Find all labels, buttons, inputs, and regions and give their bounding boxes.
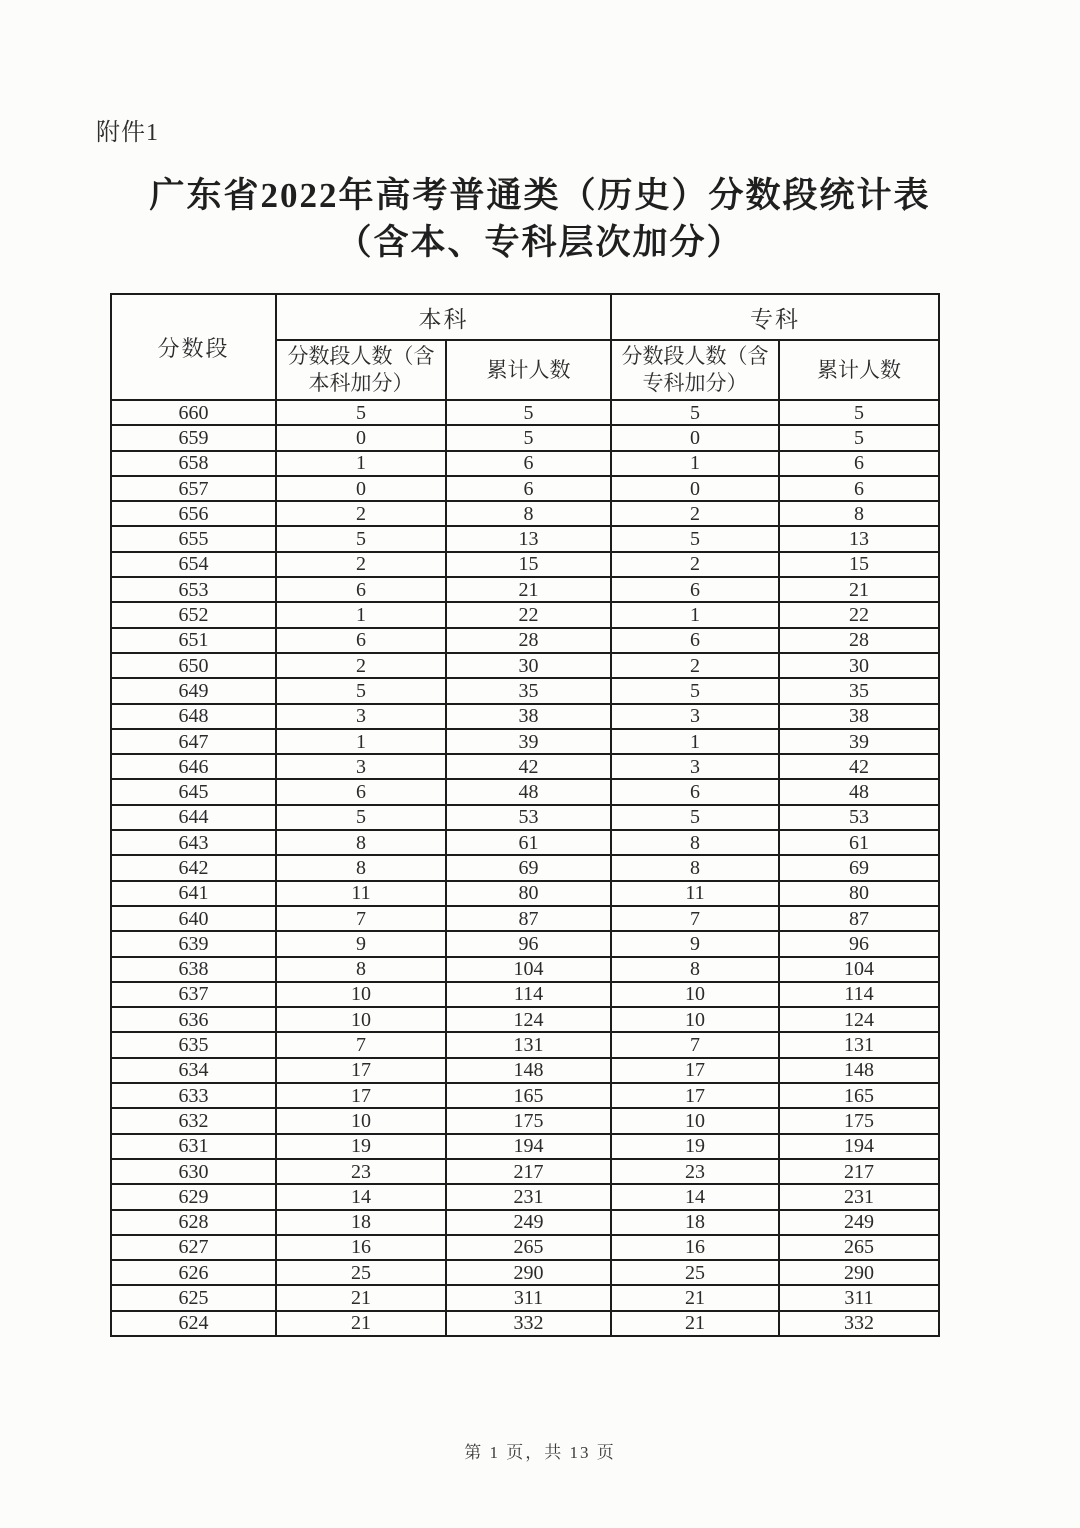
table-row <box>111 425 939 450</box>
zhuanke-cumulative-cell: 35 <box>779 678 939 703</box>
header-benke-count: 分数段人数（含本科加分） <box>276 340 446 400</box>
zhuanke-count-cell: 10 <box>611 1007 779 1032</box>
zhuanke-count-cell: 5 <box>611 805 779 830</box>
benke-count-cell: 16 <box>276 1235 446 1260</box>
benke-count-cell: 5 <box>276 526 446 551</box>
benke-cumulative-cell: 217 <box>446 1159 611 1184</box>
benke-cumulative-cell: 53 <box>446 805 611 830</box>
benke-count-cell: 5 <box>276 400 446 425</box>
page-title-line1: 广东省2022年高考普通类（历史）分数段统计表 <box>149 176 931 215</box>
zhuanke-cumulative-cell: 290 <box>779 1260 939 1285</box>
table-row <box>111 1235 939 1260</box>
score-cell: 642 <box>111 855 276 880</box>
zhuanke-count-cell: 6 <box>611 628 779 653</box>
benke-cumulative-cell: 87 <box>446 906 611 931</box>
benke-cumulative-cell: 61 <box>446 830 611 855</box>
benke-cumulative-cell: 311 <box>446 1285 611 1310</box>
zhuanke-count-cell: 21 <box>611 1285 779 1310</box>
benke-count-cell: 3 <box>276 704 446 729</box>
score-cell: 640 <box>111 906 276 931</box>
score-statistics-table <box>110 293 940 1337</box>
benke-count-cell: 0 <box>276 476 446 501</box>
zhuanke-count-cell: 11 <box>611 881 779 906</box>
zhuanke-cumulative-cell: 42 <box>779 754 939 779</box>
benke-cumulative-cell: 42 <box>446 754 611 779</box>
zhuanke-cumulative-cell: 28 <box>779 628 939 653</box>
table-row <box>111 1311 939 1336</box>
benke-cumulative-cell: 175 <box>446 1108 611 1133</box>
table-row <box>111 855 939 880</box>
score-cell: 652 <box>111 602 276 627</box>
score-cell: 658 <box>111 451 276 476</box>
zhuanke-count-cell: 1 <box>611 451 779 476</box>
zhuanke-count-cell: 0 <box>611 476 779 501</box>
zhuanke-cumulative-cell: 311 <box>779 1285 939 1310</box>
benke-count-cell: 6 <box>276 628 446 653</box>
benke-cumulative-cell: 231 <box>446 1184 611 1209</box>
table-row <box>111 1134 939 1159</box>
benke-cumulative-cell: 165 <box>446 1083 611 1108</box>
zhuanke-count-cell: 5 <box>611 400 779 425</box>
benke-count-cell: 1 <box>276 451 446 476</box>
zhuanke-cumulative-cell: 332 <box>779 1311 939 1336</box>
score-cell: 628 <box>111 1210 276 1235</box>
zhuanke-count-cell: 16 <box>611 1235 779 1260</box>
zhuanke-count-cell: 17 <box>611 1058 779 1083</box>
table-row <box>111 678 939 703</box>
benke-count-cell: 25 <box>276 1260 446 1285</box>
zhuanke-cumulative-cell: 96 <box>779 931 939 956</box>
benke-cumulative-cell: 80 <box>446 881 611 906</box>
table-row <box>111 957 939 982</box>
benke-count-cell: 7 <box>276 1032 446 1057</box>
table-row <box>111 704 939 729</box>
benke-count-cell: 5 <box>276 805 446 830</box>
benke-cumulative-cell: 5 <box>446 400 611 425</box>
benke-cumulative-cell: 265 <box>446 1235 611 1260</box>
zhuanke-cumulative-cell: 131 <box>779 1032 939 1057</box>
zhuanke-count-cell: 2 <box>611 653 779 678</box>
zhuanke-count-cell: 1 <box>611 729 779 754</box>
benke-cumulative-cell: 48 <box>446 779 611 804</box>
benke-cumulative-cell: 30 <box>446 653 611 678</box>
table-row <box>111 628 939 653</box>
benke-cumulative-cell: 6 <box>446 476 611 501</box>
zhuanke-count-cell: 6 <box>611 577 779 602</box>
table-row <box>111 1159 939 1184</box>
benke-cumulative-cell: 131 <box>446 1032 611 1057</box>
table-row <box>111 1210 939 1235</box>
score-cell: 646 <box>111 754 276 779</box>
zhuanke-cumulative-cell: 69 <box>779 855 939 880</box>
table-row <box>111 830 939 855</box>
benke-cumulative-cell: 96 <box>446 931 611 956</box>
zhuanke-cumulative-cell: 249 <box>779 1210 939 1235</box>
benke-count-cell: 6 <box>276 779 446 804</box>
benke-count-cell: 14 <box>276 1184 446 1209</box>
benke-count-cell: 3 <box>276 754 446 779</box>
score-cell: 627 <box>111 1235 276 1260</box>
zhuanke-cumulative-cell: 124 <box>779 1007 939 1032</box>
benke-count-cell: 7 <box>276 906 446 931</box>
zhuanke-count-cell: 7 <box>611 906 779 931</box>
zhuanke-cumulative-cell: 22 <box>779 602 939 627</box>
zhuanke-count-cell: 7 <box>611 1032 779 1057</box>
benke-cumulative-cell: 124 <box>446 1007 611 1032</box>
score-cell: 655 <box>111 526 276 551</box>
zhuanke-cumulative-cell: 61 <box>779 830 939 855</box>
zhuanke-count-cell: 6 <box>611 779 779 804</box>
benke-count-cell: 21 <box>276 1285 446 1310</box>
table-row <box>111 1032 939 1057</box>
table-header <box>111 294 939 400</box>
table-row <box>111 526 939 551</box>
benke-count-cell: 5 <box>276 678 446 703</box>
zhuanke-count-cell: 2 <box>611 501 779 526</box>
zhuanke-cumulative-cell: 114 <box>779 982 939 1007</box>
header-zhuanke-cumulative: 累计人数 <box>779 340 939 400</box>
benke-count-cell: 18 <box>276 1210 446 1235</box>
table-row <box>111 1083 939 1108</box>
benke-count-cell: 2 <box>276 552 446 577</box>
zhuanke-count-cell: 10 <box>611 982 779 1007</box>
zhuanke-cumulative-cell: 265 <box>779 1235 939 1260</box>
benke-count-cell: 2 <box>276 501 446 526</box>
zhuanke-count-cell: 8 <box>611 855 779 880</box>
score-cell: 637 <box>111 982 276 1007</box>
zhuanke-cumulative-cell: 231 <box>779 1184 939 1209</box>
zhuanke-count-cell: 8 <box>611 957 779 982</box>
table-row <box>111 754 939 779</box>
page-number-footer: 第 1 页，共 13 页 <box>464 1443 616 1462</box>
score-cell: 643 <box>111 830 276 855</box>
score-cell: 657 <box>111 476 276 501</box>
score-cell: 656 <box>111 501 276 526</box>
page-title <box>0 172 1080 266</box>
zhuanke-cumulative-cell: 104 <box>779 957 939 982</box>
score-cell: 641 <box>111 881 276 906</box>
table-row <box>111 1260 939 1285</box>
table-row <box>111 653 939 678</box>
benke-count-cell: 10 <box>276 1007 446 1032</box>
score-cell: 653 <box>111 577 276 602</box>
score-cell: 634 <box>111 1058 276 1083</box>
table-row <box>111 1285 939 1310</box>
zhuanke-count-cell: 23 <box>611 1159 779 1184</box>
benke-count-cell: 17 <box>276 1083 446 1108</box>
table-row <box>111 602 939 627</box>
benke-count-cell: 10 <box>276 982 446 1007</box>
benke-count-cell: 17 <box>276 1058 446 1083</box>
score-cell: 651 <box>111 628 276 653</box>
header-benke-group: 本科 <box>276 294 611 340</box>
zhuanke-count-cell: 18 <box>611 1210 779 1235</box>
benke-count-cell: 2 <box>276 653 446 678</box>
score-cell: 630 <box>111 1159 276 1184</box>
zhuanke-cumulative-cell: 87 <box>779 906 939 931</box>
zhuanke-cumulative-cell: 5 <box>779 425 939 450</box>
zhuanke-cumulative-cell: 48 <box>779 779 939 804</box>
benke-count-cell: 8 <box>276 830 446 855</box>
zhuanke-cumulative-cell: 217 <box>779 1159 939 1184</box>
score-cell: 650 <box>111 653 276 678</box>
benke-count-cell: 19 <box>276 1134 446 1159</box>
zhuanke-cumulative-cell: 13 <box>779 526 939 551</box>
header-score-band: 分数段 <box>111 294 276 400</box>
zhuanke-cumulative-cell: 6 <box>779 476 939 501</box>
score-cell: 654 <box>111 552 276 577</box>
score-cell: 659 <box>111 425 276 450</box>
zhuanke-cumulative-cell: 165 <box>779 1083 939 1108</box>
zhuanke-cumulative-cell: 15 <box>779 552 939 577</box>
header-zhuanke-count: 分数段人数（含专科加分） <box>611 340 779 400</box>
benke-cumulative-cell: 290 <box>446 1260 611 1285</box>
zhuanke-count-cell: 5 <box>611 526 779 551</box>
benke-cumulative-cell: 28 <box>446 628 611 653</box>
benke-count-cell: 21 <box>276 1311 446 1336</box>
zhuanke-cumulative-cell: 194 <box>779 1134 939 1159</box>
table-row <box>111 729 939 754</box>
table-row <box>111 1184 939 1209</box>
benke-cumulative-cell: 38 <box>446 704 611 729</box>
zhuanke-cumulative-cell: 21 <box>779 577 939 602</box>
benke-count-cell: 9 <box>276 931 446 956</box>
table-row <box>111 931 939 956</box>
benke-cumulative-cell: 114 <box>446 982 611 1007</box>
table-row <box>111 1108 939 1133</box>
score-cell: 639 <box>111 931 276 956</box>
header-zhuanke-group: 专科 <box>611 294 939 340</box>
score-cell: 633 <box>111 1083 276 1108</box>
zhuanke-count-cell: 1 <box>611 602 779 627</box>
benke-cumulative-cell: 13 <box>446 526 611 551</box>
score-cell: 631 <box>111 1134 276 1159</box>
table-row <box>111 906 939 931</box>
benke-cumulative-cell: 5 <box>446 425 611 450</box>
benke-cumulative-cell: 35 <box>446 678 611 703</box>
zhuanke-count-cell: 21 <box>611 1311 779 1336</box>
score-cell: 624 <box>111 1311 276 1336</box>
benke-count-cell: 8 <box>276 855 446 880</box>
score-cell: 644 <box>111 805 276 830</box>
benke-cumulative-cell: 148 <box>446 1058 611 1083</box>
table-row <box>111 1058 939 1083</box>
benke-count-cell: 11 <box>276 881 446 906</box>
benke-count-cell: 1 <box>276 729 446 754</box>
score-table-body <box>111 400 939 1336</box>
benke-cumulative-cell: 194 <box>446 1134 611 1159</box>
page-title-line2: （含本、专科层次加分） <box>336 223 744 262</box>
score-cell: 645 <box>111 779 276 804</box>
benke-cumulative-cell: 69 <box>446 855 611 880</box>
benke-cumulative-cell: 249 <box>446 1210 611 1235</box>
zhuanke-cumulative-cell: 5 <box>779 400 939 425</box>
score-cell: 660 <box>111 400 276 425</box>
benke-count-cell: 1 <box>276 602 446 627</box>
benke-count-cell: 6 <box>276 577 446 602</box>
zhuanke-cumulative-cell: 30 <box>779 653 939 678</box>
zhuanke-cumulative-cell: 6 <box>779 451 939 476</box>
zhuanke-count-cell: 10 <box>611 1108 779 1133</box>
benke-count-cell: 0 <box>276 425 446 450</box>
zhuanke-cumulative-cell: 39 <box>779 729 939 754</box>
zhuanke-count-cell: 17 <box>611 1083 779 1108</box>
score-cell: 629 <box>111 1184 276 1209</box>
zhuanke-count-cell: 3 <box>611 704 779 729</box>
zhuanke-count-cell: 2 <box>611 552 779 577</box>
benke-cumulative-cell: 39 <box>446 729 611 754</box>
table-row <box>111 552 939 577</box>
zhuanke-count-cell: 0 <box>611 425 779 450</box>
zhuanke-count-cell: 9 <box>611 931 779 956</box>
table-row <box>111 1007 939 1032</box>
zhuanke-count-cell: 19 <box>611 1134 779 1159</box>
score-cell: 638 <box>111 957 276 982</box>
zhuanke-cumulative-cell: 53 <box>779 805 939 830</box>
table-row <box>111 577 939 602</box>
zhuanke-count-cell: 5 <box>611 678 779 703</box>
score-cell: 635 <box>111 1032 276 1057</box>
score-cell: 626 <box>111 1260 276 1285</box>
score-cell: 625 <box>111 1285 276 1310</box>
attachment-label: 附件1 <box>96 120 159 146</box>
table-row <box>111 501 939 526</box>
table-row <box>111 779 939 804</box>
header-benke-cumulative: 累计人数 <box>446 340 611 400</box>
zhuanke-count-cell: 8 <box>611 830 779 855</box>
table-row <box>111 982 939 1007</box>
benke-count-cell: 8 <box>276 957 446 982</box>
score-cell: 636 <box>111 1007 276 1032</box>
zhuanke-cumulative-cell: 80 <box>779 881 939 906</box>
benke-cumulative-cell: 332 <box>446 1311 611 1336</box>
zhuanke-count-cell: 3 <box>611 754 779 779</box>
table-row <box>111 451 939 476</box>
zhuanke-cumulative-cell: 148 <box>779 1058 939 1083</box>
table-row <box>111 805 939 830</box>
benke-cumulative-cell: 104 <box>446 957 611 982</box>
score-cell: 648 <box>111 704 276 729</box>
zhuanke-cumulative-cell: 175 <box>779 1108 939 1133</box>
score-cell: 649 <box>111 678 276 703</box>
zhuanke-cumulative-cell: 8 <box>779 501 939 526</box>
benke-cumulative-cell: 8 <box>446 501 611 526</box>
zhuanke-count-cell: 25 <box>611 1260 779 1285</box>
benke-count-cell: 23 <box>276 1159 446 1184</box>
zhuanke-count-cell: 14 <box>611 1184 779 1209</box>
benke-cumulative-cell: 22 <box>446 602 611 627</box>
table-row <box>111 476 939 501</box>
benke-cumulative-cell: 15 <box>446 552 611 577</box>
table-row <box>111 400 939 425</box>
table-row <box>111 881 939 906</box>
score-cell: 632 <box>111 1108 276 1133</box>
benke-cumulative-cell: 21 <box>446 577 611 602</box>
zhuanke-cumulative-cell: 38 <box>779 704 939 729</box>
benke-cumulative-cell: 6 <box>446 451 611 476</box>
benke-count-cell: 10 <box>276 1108 446 1133</box>
score-cell: 647 <box>111 729 276 754</box>
